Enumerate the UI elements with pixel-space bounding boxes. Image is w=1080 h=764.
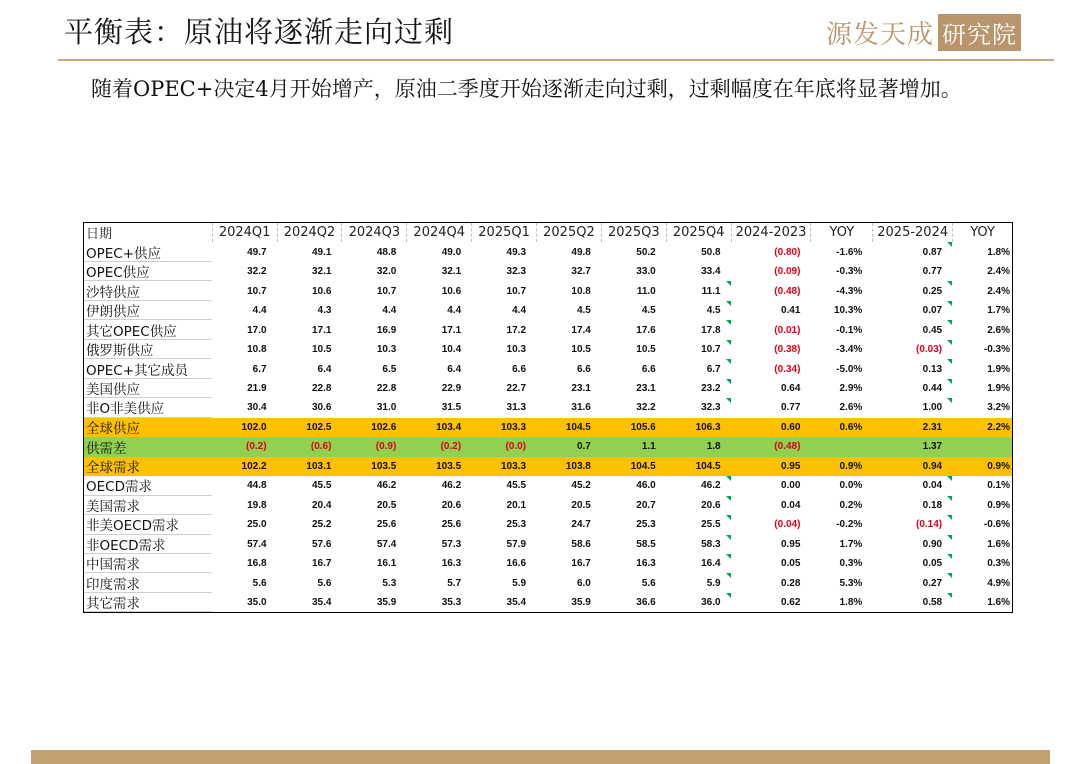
table-cell: 25.0 — [247, 519, 267, 531]
table-cell: 103.5 — [371, 460, 397, 472]
table-cell: 10.3 — [506, 344, 527, 356]
table-cell: 32.1 — [441, 266, 462, 278]
table-cell: 58.6 — [571, 538, 591, 550]
table-cell: 0.77 — [922, 266, 943, 278]
table-cell: 106.3 — [695, 421, 721, 433]
table-cell: 0.28 — [780, 577, 801, 589]
header-col: 2024Q4 — [406, 223, 471, 242]
table-cell: 5.6 — [252, 577, 267, 589]
header-col: 2024Q2 — [277, 223, 342, 242]
table-cell: 32.2 — [247, 266, 267, 278]
table-cell: 10.6 — [441, 285, 462, 297]
table-cell: 35.0 — [247, 597, 267, 609]
table-cell: 49.3 — [506, 246, 527, 258]
table-cell: 45.5 — [506, 480, 527, 492]
table-cell: 49.7 — [247, 246, 267, 258]
table-cell: 10.7 — [506, 285, 527, 297]
table-cell: 5.7 — [447, 577, 462, 589]
table-cell: 1.00 — [872, 398, 952, 417]
row-label: 其它需求 — [84, 593, 212, 612]
table-cell: 0.64 — [780, 382, 801, 394]
table-row — [84, 554, 1012, 573]
table-cell: 46.2 — [666, 476, 731, 495]
table-cell: (0.38) — [774, 344, 801, 356]
table-cell: 0.9% — [839, 460, 863, 472]
table-cell: 10.4 — [441, 344, 462, 356]
table-cell: 104.5 — [565, 421, 591, 433]
table-cell: 2.6% — [839, 402, 863, 414]
row-label: 美国需求 — [84, 496, 212, 515]
table-row — [84, 340, 1012, 359]
row-label: OPEC+供应 — [84, 242, 212, 261]
table-cell: 25.6 — [441, 519, 462, 531]
table-cell: 0.3% — [839, 558, 863, 570]
table-cell: 0.7 — [576, 441, 591, 453]
table-cell: 33.4 — [701, 266, 721, 278]
table-cell: 44.8 — [247, 480, 267, 492]
table-cell: 0.05 — [780, 558, 801, 570]
table-cell: -0.3% — [836, 266, 863, 278]
table-cell: 10.3% — [833, 305, 863, 317]
table-cell: 17.6 — [636, 324, 656, 336]
table-cell: 4.9% — [987, 577, 1010, 589]
table-row — [84, 301, 1012, 320]
row-label: 供需差 — [86, 440, 127, 457]
logo-box-text: 研究院 — [938, 14, 1021, 51]
table-cell: 0.87 — [872, 242, 952, 261]
table-cell: 1.8% — [839, 597, 863, 609]
table-cell: 5.6 — [641, 577, 656, 589]
table-cell: (0.48) — [774, 441, 801, 453]
table-cell: 0.13 — [872, 359, 952, 378]
table-cell: 6.7 — [666, 359, 731, 378]
row-label: 非O非美供应 — [84, 398, 212, 417]
table-cell: 35.4 — [311, 597, 332, 609]
table-cell: 49.0 — [441, 246, 462, 258]
table-cell: (0.80) — [774, 246, 801, 258]
header-col: 2025-2024 — [872, 223, 952, 242]
table-cell: 48.8 — [376, 246, 397, 258]
table-cell: 0.95 — [780, 538, 801, 550]
table-cell: 20.4 — [311, 499, 332, 511]
table-cell: 25.3 — [636, 519, 656, 531]
table-cell: 6.0 — [576, 577, 591, 589]
table-cell: 1.9% — [987, 382, 1010, 394]
table-cell: 103.1 — [306, 460, 332, 472]
row-label: 伊朗供应 — [84, 301, 212, 320]
table-cell: 31.3 — [506, 402, 527, 414]
table-cell: 0.9% — [987, 460, 1010, 472]
table-cell: 4.4 — [382, 305, 397, 317]
table-cell: 2.6% — [987, 324, 1010, 336]
table-cell: -0.6% — [983, 519, 1010, 531]
table-cell: 0.58 — [872, 593, 952, 612]
table-row — [84, 398, 1012, 417]
table-cell: 0.04 — [780, 499, 801, 511]
table-cell: 5.9 — [512, 577, 527, 589]
table-cell: 30.4 — [247, 402, 267, 414]
table-cell: 6.6 — [512, 363, 527, 375]
table-cell: 36.0 — [666, 593, 731, 612]
header-col: 2025Q4 — [666, 223, 731, 242]
table-row — [84, 379, 1012, 398]
table-cell: 16.7 — [571, 558, 591, 570]
table-cell: 0.2% — [839, 499, 863, 511]
title-divider — [58, 59, 1054, 61]
table-cell: (0.01) — [774, 324, 801, 336]
table-cell: 0.05 — [872, 554, 952, 573]
table-cell: 17.1 — [441, 324, 462, 336]
row-label: OPEC+其它成员 — [84, 359, 212, 378]
table-cell: 4.4 — [512, 305, 527, 317]
table-cell: 104.5 — [630, 460, 656, 472]
table-cell: 102.0 — [241, 421, 267, 433]
table-cell: 105.6 — [630, 421, 656, 433]
table-cell: 6.4 — [317, 363, 332, 375]
row-label: 其它OPEC供应 — [84, 320, 212, 339]
table-cell: 0.0% — [839, 480, 863, 492]
table-cell: 32.3 — [666, 398, 731, 417]
table-cell: (0.48) — [774, 285, 801, 297]
table-row — [84, 242, 1012, 261]
row-label: 美国供应 — [84, 379, 212, 398]
table-cell: 10.3 — [376, 344, 397, 356]
table-cell: 20.7 — [636, 499, 656, 511]
table-cell: 25.2 — [311, 519, 332, 531]
table-cell: -0.1% — [836, 324, 863, 336]
table-cell: 11.0 — [636, 285, 656, 297]
table-cell: 58.5 — [636, 538, 656, 550]
header-col: 2025Q2 — [536, 223, 601, 242]
table-cell: 0.94 — [922, 460, 943, 472]
table-cell: 3.2% — [987, 402, 1010, 414]
table-row — [84, 457, 1012, 476]
table-row — [84, 437, 1012, 456]
table-cell: 20.1 — [506, 499, 527, 511]
table-cell: 0.27 — [872, 573, 952, 592]
table-cell: 0.00 — [780, 480, 801, 492]
table-cell: 2.4% — [987, 285, 1010, 297]
table-cell: 1.7% — [987, 305, 1010, 317]
table-row — [84, 262, 1012, 281]
table-cell: (0.9) — [375, 441, 397, 453]
table-cell: 104.5 — [695, 460, 721, 472]
table-row — [84, 515, 1012, 534]
table-cell: 57.4 — [247, 538, 267, 550]
table-cell: 1.6% — [987, 597, 1010, 609]
row-label: 全球供应 — [86, 421, 140, 438]
table-cell: 0.9% — [987, 499, 1010, 511]
table-cell: 6.5 — [382, 363, 397, 375]
table-cell: 35.9 — [571, 597, 591, 609]
table-cell: 0.95 — [780, 460, 801, 472]
table-cell: 5.3% — [839, 577, 863, 589]
table-cell: (0.2) — [246, 441, 267, 453]
table-cell: 24.7 — [571, 519, 591, 531]
table-row — [84, 573, 1012, 592]
table-cell: 2.31 — [922, 421, 943, 433]
table-cell: 102.6 — [371, 421, 397, 433]
table-cell: 36.6 — [636, 597, 656, 609]
table-cell: 0.04 — [872, 476, 952, 495]
page-title: 平衡表：原油将逐渐走向过剩 — [64, 15, 455, 49]
table-body — [84, 242, 1012, 612]
table-cell: 0.90 — [872, 535, 952, 554]
table-cell: (0.14) — [872, 515, 952, 534]
table-row — [84, 593, 1012, 612]
table-cell: 17.8 — [666, 320, 731, 339]
table-cell: 1.8 — [706, 441, 721, 453]
table-cell: 17.2 — [506, 324, 527, 336]
table-cell: 103.8 — [565, 460, 591, 472]
company-logo — [826, 14, 1021, 50]
table-cell: 2.9% — [839, 382, 863, 394]
table-cell: 16.1 — [376, 558, 397, 570]
table-cell: 19.8 — [247, 499, 267, 511]
table-cell: 31.0 — [376, 402, 397, 414]
table-cell: 10.7 — [666, 340, 731, 359]
table-cell: 23.2 — [666, 379, 731, 398]
table-cell: 5.3 — [382, 577, 397, 589]
table-cell: 4.4 — [447, 305, 462, 317]
table-cell: 45.5 — [311, 480, 332, 492]
table-cell: 0.60 — [780, 421, 801, 433]
table-cell: (0.6) — [310, 441, 332, 453]
table-cell: 6.6 — [576, 363, 591, 375]
table-cell: 0.45 — [872, 320, 952, 339]
table-cell: 46.2 — [376, 480, 397, 492]
row-label: OECD需求 — [84, 476, 212, 495]
table-cell: 10.6 — [311, 285, 332, 297]
table-cell: 103.3 — [500, 460, 527, 472]
table-cell: 5.6 — [317, 577, 332, 589]
table-row — [84, 281, 1012, 300]
table-cell: 32.2 — [636, 402, 656, 414]
header-col: 2025Q1 — [471, 223, 536, 242]
table-cell: 35.4 — [506, 597, 527, 609]
table-cell: 22.9 — [441, 382, 462, 394]
table-cell: 57.6 — [311, 538, 332, 550]
table-row — [84, 476, 1012, 495]
table-cell: 32.0 — [376, 266, 397, 278]
table-cell: 10.5 — [636, 344, 656, 356]
table-cell: 4.5 — [641, 305, 656, 317]
row-label: 非OECD需求 — [84, 535, 212, 554]
table-cell: 102.5 — [306, 421, 332, 433]
table-cell: 20.5 — [571, 499, 591, 511]
table-cell: 31.6 — [571, 402, 591, 414]
table-cell: 0.44 — [872, 379, 952, 398]
row-label: 印度需求 — [84, 573, 212, 592]
table-cell: 57.3 — [441, 538, 462, 550]
header-col: 2024Q3 — [341, 223, 406, 242]
table-cell: 0.77 — [780, 402, 801, 414]
table-cell: 17.4 — [571, 324, 591, 336]
table-cell: 4.5 — [576, 305, 591, 317]
table-cell: 10.8 — [571, 285, 591, 297]
table-cell: 50.8 — [701, 246, 721, 258]
table-cell — [952, 437, 1012, 456]
header-col: 2024-2023 — [731, 223, 811, 242]
table-cell: 102.2 — [241, 460, 267, 472]
table-cell: 20.6 — [441, 499, 462, 511]
header-date: 日期 — [86, 227, 113, 243]
table-cell: 1.7% — [839, 538, 863, 550]
table-cell: 103.4 — [436, 421, 462, 433]
table-cell: 16.9 — [376, 324, 397, 336]
table-cell: 4.4 — [252, 305, 267, 317]
table-cell: 17.0 — [247, 324, 267, 336]
table-cell: -0.2% — [836, 519, 863, 531]
header-col: YOY — [810, 223, 872, 242]
table-cell: -0.3% — [983, 344, 1010, 356]
table-cell: 23.1 — [571, 382, 591, 394]
table-cell: 103.5 — [436, 460, 462, 472]
table-cell: 1.6% — [987, 538, 1010, 550]
header-col: 2025Q3 — [601, 223, 666, 242]
table-cell: 1.37 — [922, 441, 943, 453]
table-cell: 22.8 — [376, 382, 397, 394]
table-cell: (0.04) — [774, 519, 801, 531]
table-cell: -4.3% — [836, 285, 863, 297]
table-cell: 6.7 — [252, 363, 267, 375]
table-cell: 6.4 — [447, 363, 462, 375]
table-cell: 10.7 — [376, 285, 397, 297]
table-cell: 45.2 — [571, 480, 591, 492]
summary-paragraph: 随着OPEC+决定4月开始增产，原油二季度开始逐渐走向过剩，过剩幅度在年底将显著增加。 — [91, 77, 962, 101]
table-cell: 32.7 — [571, 266, 591, 278]
table-cell: 16.7 — [311, 558, 332, 570]
table-cell: 4.3 — [317, 305, 332, 317]
table-cell: 20.5 — [376, 499, 397, 511]
table-cell: 17.1 — [311, 324, 332, 336]
table-cell: 35.9 — [376, 597, 397, 609]
table-cell: 10.8 — [247, 344, 267, 356]
balance-table — [83, 222, 1013, 613]
table-cell: 16.8 — [247, 558, 267, 570]
table-cell: 25.6 — [376, 519, 397, 531]
table-row — [84, 496, 1012, 515]
table-row — [84, 535, 1012, 554]
table-cell: 0.25 — [872, 281, 952, 300]
table-cell: (0.2) — [440, 441, 462, 453]
table-cell: 25.3 — [506, 519, 527, 531]
table-cell: 0.18 — [872, 496, 952, 515]
table-cell: 0.6% — [839, 421, 863, 433]
table-cell: 0.07 — [872, 301, 952, 320]
table-cell: 23.1 — [636, 382, 656, 394]
row-label: 沙特供应 — [84, 281, 212, 300]
table-cell: 20.6 — [666, 496, 731, 515]
table-cell: 0.41 — [780, 305, 801, 317]
table-cell: 50.2 — [636, 246, 656, 258]
table-cell: -3.4% — [836, 344, 863, 356]
table-cell: 16.6 — [506, 558, 527, 570]
table-cell: 10.7 — [247, 285, 267, 297]
table-cell: 57.9 — [506, 538, 527, 550]
table-cell: 35.3 — [441, 597, 462, 609]
table-row — [84, 359, 1012, 378]
row-label: OPEC供应 — [84, 262, 212, 281]
table-cell: 4.5 — [666, 301, 731, 320]
row-label: 中国需求 — [84, 554, 212, 573]
table-cell: 25.5 — [666, 515, 731, 534]
table-header-row — [84, 223, 1012, 242]
table-row — [84, 418, 1012, 437]
row-label: 非美OECD需求 — [84, 515, 212, 534]
table-cell: 32.3 — [506, 266, 527, 278]
table-cell: 0.3% — [987, 558, 1010, 570]
row-label: 全球需求 — [86, 460, 140, 477]
table-cell: 22.8 — [311, 382, 332, 394]
table-cell: 49.1 — [311, 246, 332, 258]
footer-bar — [31, 750, 1050, 764]
table-cell: 0.1% — [987, 480, 1010, 492]
table-cell: 5.9 — [666, 573, 731, 592]
table-cell: 16.3 — [636, 558, 656, 570]
table-cell: (0.0) — [505, 441, 527, 453]
table-cell: 30.6 — [311, 402, 332, 414]
table-cell: 103.3 — [500, 421, 527, 433]
table-cell: 58.3 — [666, 535, 731, 554]
table-cell: (0.03) — [872, 340, 952, 359]
table-cell: 0.62 — [780, 597, 801, 609]
header-col: YOY — [952, 223, 1012, 242]
table-cell: 33.0 — [636, 266, 656, 278]
table-cell: 46.2 — [441, 480, 462, 492]
table-cell: 2.4% — [987, 266, 1010, 278]
table-cell: 57.4 — [376, 538, 397, 550]
table-cell: 10.5 — [311, 344, 332, 356]
table-cell: 16.3 — [441, 558, 462, 570]
table-cell: 10.5 — [571, 344, 591, 356]
row-label: 俄罗斯供应 — [84, 340, 212, 359]
table-cell: 6.6 — [641, 363, 656, 375]
table-cell: 46.0 — [636, 480, 656, 492]
table-cell: 21.9 — [247, 382, 267, 394]
table-cell: 1.1 — [641, 441, 656, 453]
table-cell: (0.34) — [774, 363, 801, 375]
table-cell: -1.6% — [836, 246, 863, 258]
table-cell: 22.7 — [506, 382, 527, 394]
table-cell: -5.0% — [836, 363, 863, 375]
table-row — [84, 320, 1012, 339]
header-col: 2024Q1 — [212, 223, 277, 242]
table-cell: 11.1 — [666, 281, 731, 300]
table-cell: 16.4 — [666, 554, 731, 573]
table-cell: 1.8% — [987, 246, 1010, 258]
table-cell — [810, 437, 872, 456]
table-cell: (0.09) — [774, 266, 801, 278]
logo-text: 源发天成 — [826, 19, 935, 50]
table-cell: 2.2% — [987, 421, 1010, 433]
table-cell: 49.8 — [571, 246, 591, 258]
table-cell: 1.9% — [987, 363, 1010, 375]
table-cell: 31.5 — [441, 402, 462, 414]
table-cell: 32.1 — [311, 266, 332, 278]
